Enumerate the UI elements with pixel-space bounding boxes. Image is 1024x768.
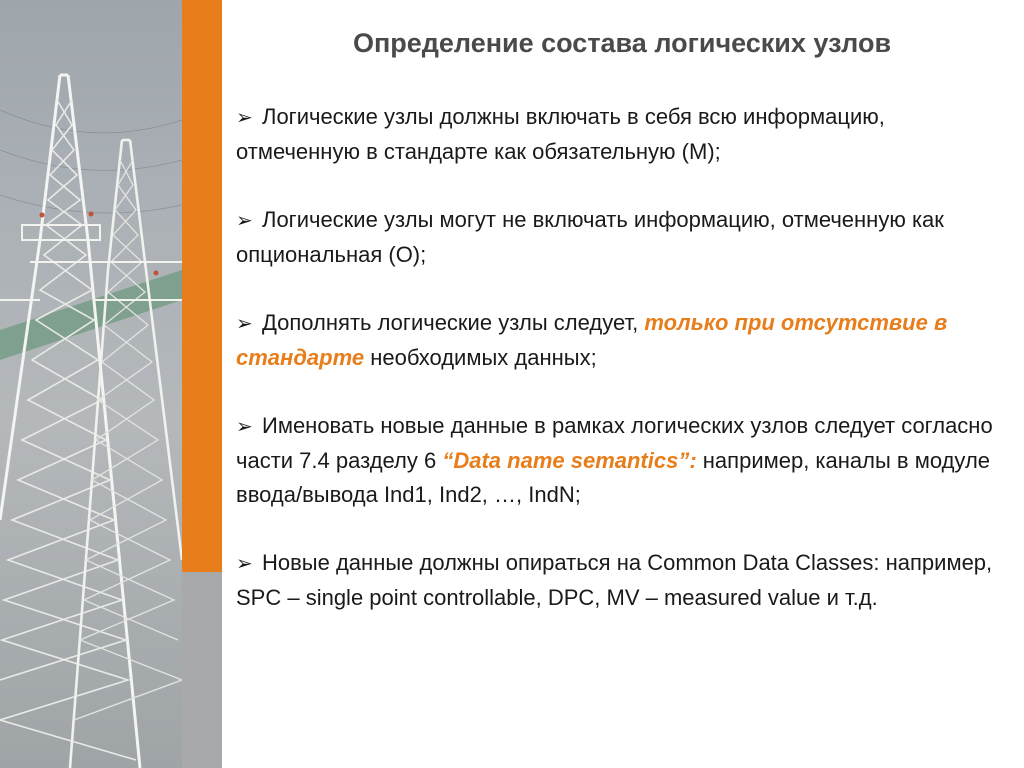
arrow-bullet-icon: ➢ — [236, 107, 253, 129]
bullet-item — [236, 100, 1006, 169]
arrow-bullet-icon: ➢ — [236, 210, 253, 232]
bullet-text: например, каналы в модуле ввода/вывода Ind1, Ind2, …, IndN; — [236, 448, 991, 507]
bullet-text: Логические узлы должны включать в себя всю информацию, отмеченную в стандарте как обязательную (M); — [236, 104, 885, 164]
bullet-text: Логические узлы могут не включать информацию, отмеченную как опциональная (O); — [236, 207, 944, 267]
slide-title: Определение состава логических узлов — [352, 28, 892, 58]
bullet-list — [236, 100, 1006, 615]
grey-accent-bar — [182, 572, 222, 768]
bullet-text: Именовать новые данные в рамках логических узлов следует согласно части 7.4 разделу 6 — [236, 413, 993, 473]
bullet-emphasis: только при отсутствие в стандарте — [236, 310, 948, 370]
arrow-bullet-icon: ➢ — [236, 553, 253, 575]
bullet-text: Дополнять логические узлы следует, — [262, 310, 645, 335]
bullet-item — [236, 203, 1006, 272]
bullet-text: необходимых данных; — [364, 345, 597, 370]
bullet-text: Новые данные должны опираться на Common Data Classes: например, SPC – single point controllable, DPC, MV – measured value и т.д. — [236, 550, 993, 610]
bullet-item — [236, 546, 1006, 615]
orange-accent-bar — [182, 0, 222, 572]
bullet-item — [236, 409, 1006, 512]
arrow-bullet-icon: ➢ — [236, 416, 253, 438]
transmission-tower-photo — [0, 0, 182, 768]
bullet-item — [236, 306, 1006, 375]
arrow-bullet-icon: ➢ — [236, 313, 253, 335]
bullet-emphasis: “Data name semantics”: — [442, 448, 697, 473]
